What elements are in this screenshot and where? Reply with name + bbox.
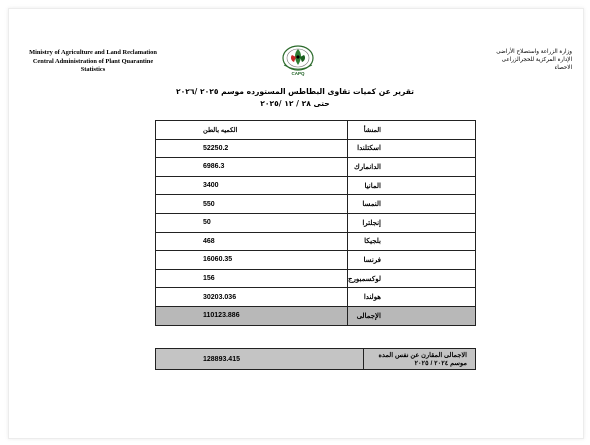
origin-cell: فرنسا (347, 251, 475, 270)
quantity-cell: 3400 (156, 176, 348, 195)
header-arabic (452, 48, 572, 73)
origin-cell: لوكسمبورج (347, 269, 475, 288)
ministry-name-ar: وزارة الزراعة واستصلاح الأراضى (496, 49, 572, 55)
capq-logo (274, 43, 322, 79)
table-row (156, 251, 476, 270)
administration-name-en: Central Administration of Plant Quarantine (32, 57, 154, 65)
quantity-cell: 550 (156, 195, 348, 214)
total-label-cell: الإجمالى (347, 306, 475, 325)
quantity-cell: 52250.2 (156, 139, 348, 158)
table-row (156, 158, 476, 177)
quantity-cell: 468 (156, 232, 348, 251)
header-origin: المنشأ (347, 121, 475, 140)
department-name-en: Statistics (80, 66, 106, 74)
origin-cell: إنجلترا (347, 213, 475, 232)
department-name-ar: الاحصاء (554, 65, 572, 72)
quantity-cell: 50 (156, 213, 348, 232)
total-row (156, 306, 476, 325)
report-title-line1: تقرير عن كميات تقاوى البطاطس المستورده موسم ٢٠٢٥ /٢٠٢٦ (175, 87, 415, 96)
report-title (150, 86, 440, 110)
administration-name-ar: الإدارة المركزية للحجرالزراعى (501, 57, 572, 64)
origin-cell: اسكتلندا (347, 139, 475, 158)
origin-cell: النمسا (347, 195, 475, 214)
report-date-line: حتى ٢٨ / ١٢ /٢٠٢٥ (260, 99, 330, 108)
comparison-row (156, 349, 476, 370)
table-row (156, 139, 476, 158)
origin-cell: المانيا (347, 176, 475, 195)
logo-text: CAPQ (291, 71, 305, 76)
table-row (156, 232, 476, 251)
header-quantity: الكميه بالطن (156, 121, 348, 140)
table-header-row (156, 121, 476, 140)
quantity-cell: 16060.35 (156, 251, 348, 270)
total-quantity-cell: 110123.886 (156, 306, 348, 325)
table-row (156, 213, 476, 232)
table-row (156, 288, 476, 307)
quantity-cell: 156 (156, 269, 348, 288)
table-row (156, 269, 476, 288)
quantity-cell: 6986.3 (156, 158, 348, 177)
header-english (18, 49, 168, 75)
table-row (156, 176, 476, 195)
origin-cell: الدانمارك (347, 158, 475, 177)
comparison-value: 128893.415 (156, 349, 364, 370)
comparison-table (155, 348, 476, 370)
table-row (156, 195, 476, 214)
origin-cell: بلجيكا (347, 232, 475, 251)
ministry-name-en: Ministry of Agriculture and Land Reclamation (29, 49, 157, 56)
quantity-cell: 30203.036 (156, 288, 348, 307)
imports-table (155, 120, 476, 326)
origin-cell: هولندا (347, 288, 475, 307)
comparison-label: الاجمالى المقارن عن نفس المده موسم ٢٠٢٤ / ٢٠٢٥ (364, 349, 476, 370)
